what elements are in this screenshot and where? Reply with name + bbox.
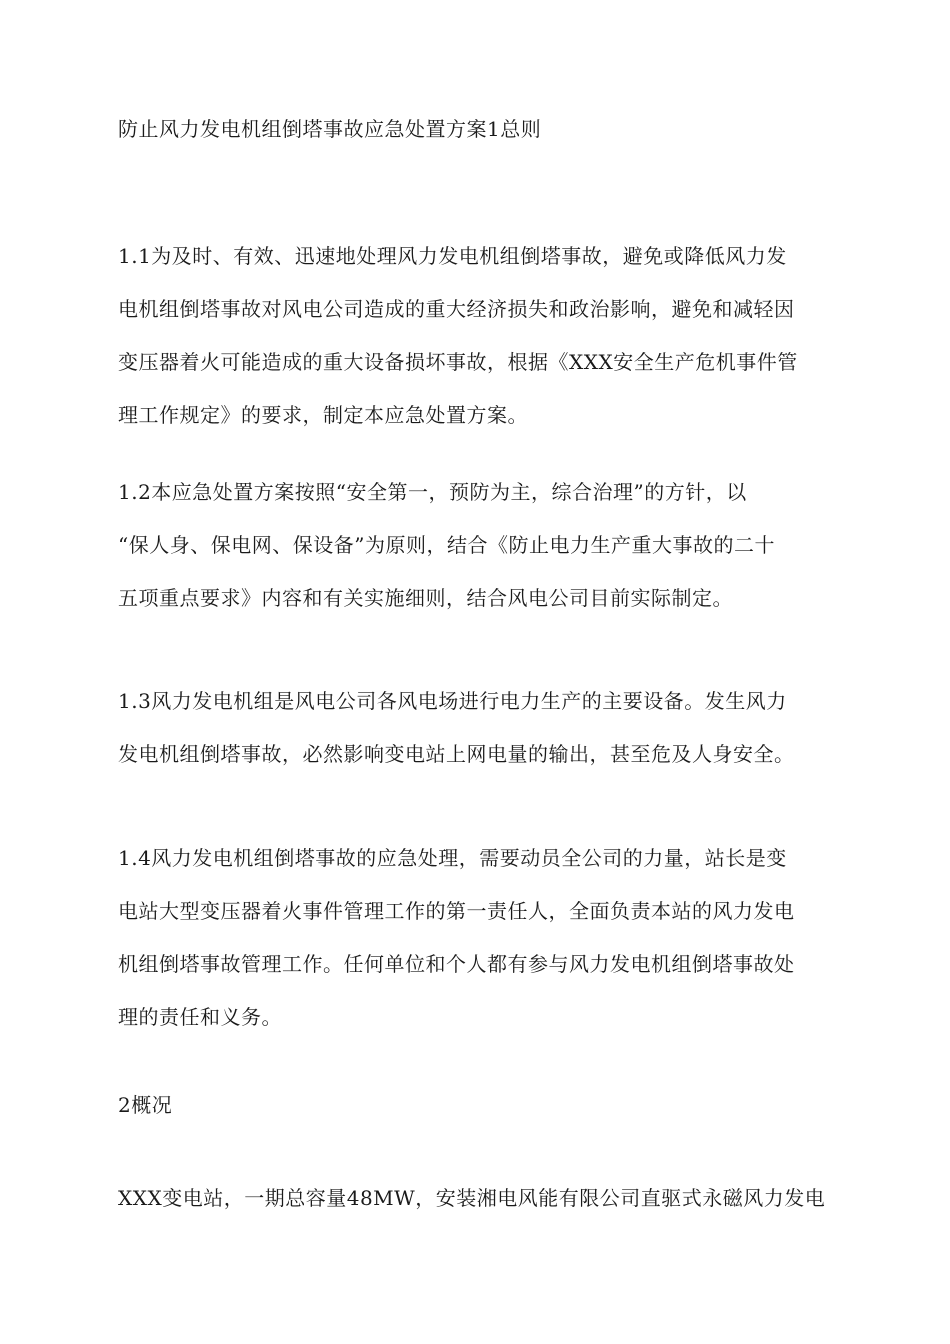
paragraph-line: 发电机组倒塔事故，必然影响变电站上网电量的输出，甚至危及人身安全。 [118,742,795,766]
paragraph-line: XXX变电站，一期总容量48MW，安装湘电风能有限公司直驱式永磁风力发电 [118,1186,826,1210]
paragraph-line: 1.1为及时、有效、迅速地处理风力发电机组倒塔事故，避免或降低风力发 [118,244,787,268]
paragraph-line: 电机组倒塔事故对风电公司造成的重大经济损失和政治影响，避免和减轻因 [118,297,795,321]
paragraph-line: “保人身、保电网、保设备”为原则，结合《防止电力生产重大事故的二十 [118,533,775,557]
section-1-2 [118,466,830,625]
paragraph-line: 理工作规定》的要求，制定本应急处置方案。 [118,403,528,427]
heading-line: 2概况 [118,1093,173,1117]
paragraph-line: 五项重点要求》内容和有关实施细则，结合风电公司目前实际制定。 [118,586,733,610]
paragraph-line: 1.4风力发电机组倒塔事故的应急处理，需要动员全公司的力量，站长是变 [118,846,787,870]
paragraph-line: 1.3风力发电机组是风电公司各风电场进行电力生产的主要设备。发生风力 [118,689,787,713]
paragraph-line: 1.2本应急处置方案按照“安全第一，预防为主，综合治理”的方针，以 [118,480,747,504]
paragraph-line: 理的责任和义务。 [118,1005,282,1029]
title-line: 防止风力发电机组倒塔事故应急处置方案1总则 [118,117,542,141]
document-title [118,103,830,156]
section-1-3 [118,675,830,781]
section-2-heading [118,1079,830,1132]
paragraph-line: 电站大型变压器着火事件管理工作的第一责任人，全面负责本站的风力发电 [118,899,795,923]
section-1-1 [118,230,830,442]
section-2-body [118,1172,830,1225]
paragraph-line: 变压器着火可能造成的重大设备损坏事故，根据《XXX安全生产危机事件管 [118,350,798,374]
section-1-4 [118,832,830,1044]
paragraph-line: 机组倒塔事故管理工作。任何单位和个人都有参与风力发电机组倒塔事故处 [118,952,795,976]
